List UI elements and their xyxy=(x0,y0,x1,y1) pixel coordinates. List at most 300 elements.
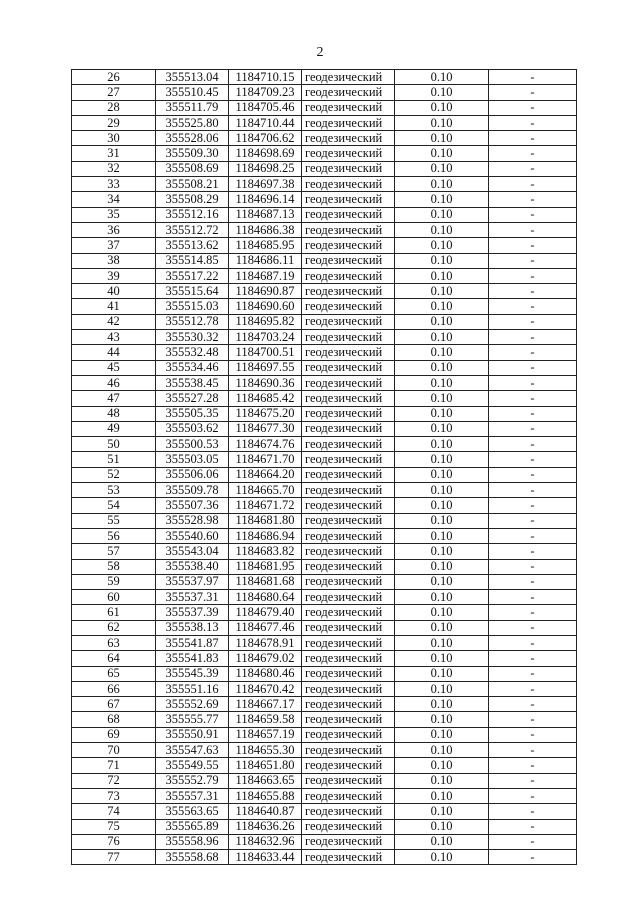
point-number-cell: 50 xyxy=(72,437,156,452)
accuracy-cell: 0.10 xyxy=(395,467,489,482)
accuracy-cell: 0.10 xyxy=(395,452,489,467)
table-row xyxy=(72,620,577,635)
x-coordinate-cell: 355511.79 xyxy=(156,100,229,115)
y-coordinate-cell: 1184710.15 xyxy=(229,70,302,85)
x-coordinate-cell: 355543.04 xyxy=(156,544,229,559)
method-cell: геодезический xyxy=(302,467,395,482)
x-coordinate-cell: 355515.64 xyxy=(156,284,229,299)
accuracy-cell: 0.10 xyxy=(395,620,489,635)
note-cell: - xyxy=(489,314,577,329)
point-number-cell: 43 xyxy=(72,330,156,345)
x-coordinate-cell: 355563.65 xyxy=(156,804,229,819)
method-cell: геодезический xyxy=(302,850,395,865)
method-cell: геодезический xyxy=(302,513,395,528)
table-row xyxy=(72,697,577,712)
y-coordinate-cell: 1184681.68 xyxy=(229,574,302,589)
table-row xyxy=(72,590,577,605)
y-coordinate-cell: 1184674.76 xyxy=(229,437,302,452)
point-number-cell: 30 xyxy=(72,131,156,146)
accuracy-cell: 0.10 xyxy=(395,330,489,345)
accuracy-cell: 0.10 xyxy=(395,284,489,299)
accuracy-cell: 0.10 xyxy=(395,834,489,849)
point-number-cell: 69 xyxy=(72,727,156,742)
note-cell: - xyxy=(489,146,577,161)
point-number-cell: 61 xyxy=(72,605,156,620)
point-number-cell: 40 xyxy=(72,284,156,299)
table-row xyxy=(72,192,577,207)
x-coordinate-cell: 355528.98 xyxy=(156,513,229,528)
note-cell: - xyxy=(489,437,577,452)
y-coordinate-cell: 1184690.36 xyxy=(229,375,302,390)
x-coordinate-cell: 355550.91 xyxy=(156,727,229,742)
note-cell: - xyxy=(489,727,577,742)
accuracy-cell: 0.10 xyxy=(395,804,489,819)
y-coordinate-cell: 1184696.14 xyxy=(229,192,302,207)
y-coordinate-cell: 1184664.20 xyxy=(229,467,302,482)
x-coordinate-cell: 355508.29 xyxy=(156,192,229,207)
method-cell: геодезический xyxy=(302,177,395,192)
table-row xyxy=(72,635,577,650)
point-number-cell: 59 xyxy=(72,574,156,589)
accuracy-cell: 0.10 xyxy=(395,161,489,176)
y-coordinate-cell: 1184695.82 xyxy=(229,314,302,329)
x-coordinate-cell: 355558.68 xyxy=(156,850,229,865)
y-coordinate-cell: 1184683.82 xyxy=(229,544,302,559)
table-row xyxy=(72,100,577,115)
accuracy-cell: 0.10 xyxy=(395,666,489,681)
method-cell: геодезический xyxy=(302,635,395,650)
point-number-cell: 47 xyxy=(72,391,156,406)
note-cell: - xyxy=(489,406,577,421)
x-coordinate-cell: 355512.16 xyxy=(156,207,229,222)
table-row xyxy=(72,574,577,589)
point-number-cell: 56 xyxy=(72,528,156,543)
table-row xyxy=(72,834,577,849)
note-cell: - xyxy=(489,850,577,865)
point-number-cell: 65 xyxy=(72,666,156,681)
accuracy-cell: 0.10 xyxy=(395,743,489,758)
table-row xyxy=(72,544,577,559)
y-coordinate-cell: 1184671.72 xyxy=(229,498,302,513)
point-number-cell: 71 xyxy=(72,758,156,773)
y-coordinate-cell: 1184657.19 xyxy=(229,727,302,742)
x-coordinate-cell: 355505.35 xyxy=(156,406,229,421)
coordinates-table xyxy=(71,69,577,865)
table-row xyxy=(72,788,577,803)
accuracy-cell: 0.10 xyxy=(395,635,489,650)
table-row xyxy=(72,773,577,788)
point-number-cell: 57 xyxy=(72,544,156,559)
note-cell: - xyxy=(489,375,577,390)
note-cell: - xyxy=(489,161,577,176)
accuracy-cell: 0.10 xyxy=(395,131,489,146)
x-coordinate-cell: 355537.97 xyxy=(156,574,229,589)
x-coordinate-cell: 355534.46 xyxy=(156,360,229,375)
accuracy-cell: 0.10 xyxy=(395,727,489,742)
y-coordinate-cell: 1184679.02 xyxy=(229,651,302,666)
x-coordinate-cell: 355551.16 xyxy=(156,681,229,696)
method-cell: геодезический xyxy=(302,544,395,559)
note-cell: - xyxy=(489,360,577,375)
note-cell: - xyxy=(489,452,577,467)
method-cell: геодезический xyxy=(302,559,395,574)
method-cell: геодезический xyxy=(302,834,395,849)
accuracy-cell: 0.10 xyxy=(395,437,489,452)
table-row xyxy=(72,284,577,299)
x-coordinate-cell: 355500.53 xyxy=(156,437,229,452)
table-row xyxy=(72,804,577,819)
note-cell: - xyxy=(489,528,577,543)
x-coordinate-cell: 355512.72 xyxy=(156,222,229,237)
method-cell: геодезический xyxy=(302,375,395,390)
method-cell: геодезический xyxy=(302,360,395,375)
note-cell: - xyxy=(489,651,577,666)
table-row xyxy=(72,146,577,161)
method-cell: геодезический xyxy=(302,146,395,161)
table-row xyxy=(72,314,577,329)
method-cell: геодезический xyxy=(302,804,395,819)
note-cell: - xyxy=(489,131,577,146)
note-cell: - xyxy=(489,391,577,406)
note-cell: - xyxy=(489,222,577,237)
method-cell: геодезический xyxy=(302,605,395,620)
point-number-cell: 36 xyxy=(72,222,156,237)
note-cell: - xyxy=(489,681,577,696)
table-row xyxy=(72,299,577,314)
table-row xyxy=(72,850,577,865)
y-coordinate-cell: 1184686.11 xyxy=(229,253,302,268)
point-number-cell: 75 xyxy=(72,819,156,834)
table-row xyxy=(72,666,577,681)
table-row xyxy=(72,253,577,268)
point-number-cell: 48 xyxy=(72,406,156,421)
y-coordinate-cell: 1184681.95 xyxy=(229,559,302,574)
method-cell: геодезический xyxy=(302,574,395,589)
method-cell: геодезический xyxy=(302,115,395,130)
table-row xyxy=(72,819,577,834)
x-coordinate-cell: 355510.45 xyxy=(156,85,229,100)
y-coordinate-cell: 1184709.23 xyxy=(229,85,302,100)
x-coordinate-cell: 355545.39 xyxy=(156,666,229,681)
note-cell: - xyxy=(489,697,577,712)
point-number-cell: 74 xyxy=(72,804,156,819)
accuracy-cell: 0.10 xyxy=(395,544,489,559)
method-cell: геодезический xyxy=(302,452,395,467)
table-row xyxy=(72,238,577,253)
point-number-cell: 52 xyxy=(72,467,156,482)
y-coordinate-cell: 1184680.46 xyxy=(229,666,302,681)
note-cell: - xyxy=(489,85,577,100)
accuracy-cell: 0.10 xyxy=(395,528,489,543)
y-coordinate-cell: 1184685.95 xyxy=(229,238,302,253)
x-coordinate-cell: 355552.79 xyxy=(156,773,229,788)
table-row xyxy=(72,483,577,498)
y-coordinate-cell: 1184632.96 xyxy=(229,834,302,849)
method-cell: геодезический xyxy=(302,437,395,452)
table-row xyxy=(72,70,577,85)
accuracy-cell: 0.10 xyxy=(395,192,489,207)
y-coordinate-cell: 1184698.25 xyxy=(229,161,302,176)
table-row xyxy=(72,115,577,130)
x-coordinate-cell: 355513.04 xyxy=(156,70,229,85)
y-coordinate-cell: 1184679.40 xyxy=(229,605,302,620)
x-coordinate-cell: 355555.77 xyxy=(156,712,229,727)
y-coordinate-cell: 1184686.38 xyxy=(229,222,302,237)
table-row xyxy=(72,161,577,176)
accuracy-cell: 0.10 xyxy=(395,758,489,773)
accuracy-cell: 0.10 xyxy=(395,513,489,528)
point-number-cell: 73 xyxy=(72,788,156,803)
table-row xyxy=(72,559,577,574)
x-coordinate-cell: 355530.32 xyxy=(156,330,229,345)
table-row xyxy=(72,437,577,452)
accuracy-cell: 0.10 xyxy=(395,681,489,696)
point-number-cell: 51 xyxy=(72,452,156,467)
method-cell: геодезический xyxy=(302,528,395,543)
note-cell: - xyxy=(489,100,577,115)
note-cell: - xyxy=(489,115,577,130)
x-coordinate-cell: 355565.89 xyxy=(156,819,229,834)
point-number-cell: 55 xyxy=(72,513,156,528)
x-coordinate-cell: 355552.69 xyxy=(156,697,229,712)
table-row xyxy=(72,330,577,345)
method-cell: геодезический xyxy=(302,758,395,773)
accuracy-cell: 0.10 xyxy=(395,222,489,237)
point-number-cell: 72 xyxy=(72,773,156,788)
accuracy-cell: 0.10 xyxy=(395,115,489,130)
method-cell: геодезический xyxy=(302,161,395,176)
note-cell: - xyxy=(489,253,577,268)
note-cell: - xyxy=(489,605,577,620)
method-cell: геодезический xyxy=(302,222,395,237)
x-coordinate-cell: 355538.13 xyxy=(156,620,229,635)
table-row xyxy=(72,727,577,742)
y-coordinate-cell: 1184710.44 xyxy=(229,115,302,130)
point-number-cell: 26 xyxy=(72,70,156,85)
point-number-cell: 60 xyxy=(72,590,156,605)
accuracy-cell: 0.10 xyxy=(395,788,489,803)
y-coordinate-cell: 1184690.60 xyxy=(229,299,302,314)
accuracy-cell: 0.10 xyxy=(395,314,489,329)
page-number: 2 xyxy=(316,45,324,60)
x-coordinate-cell: 355558.96 xyxy=(156,834,229,849)
note-cell: - xyxy=(489,712,577,727)
table-row xyxy=(72,222,577,237)
x-coordinate-cell: 355557.31 xyxy=(156,788,229,803)
x-coordinate-cell: 355541.87 xyxy=(156,635,229,650)
point-number-cell: 77 xyxy=(72,850,156,865)
x-coordinate-cell: 355527.28 xyxy=(156,391,229,406)
note-cell: - xyxy=(489,284,577,299)
accuracy-cell: 0.10 xyxy=(395,207,489,222)
method-cell: геодезический xyxy=(302,192,395,207)
method-cell: геодезический xyxy=(302,391,395,406)
y-coordinate-cell: 1184663.65 xyxy=(229,773,302,788)
accuracy-cell: 0.10 xyxy=(395,406,489,421)
method-cell: геодезический xyxy=(302,498,395,513)
table-row xyxy=(72,406,577,421)
x-coordinate-cell: 355540.60 xyxy=(156,528,229,543)
method-cell: геодезический xyxy=(302,727,395,742)
y-coordinate-cell: 1184677.46 xyxy=(229,620,302,635)
x-coordinate-cell: 355538.40 xyxy=(156,559,229,574)
table-row xyxy=(72,498,577,513)
x-coordinate-cell: 355503.05 xyxy=(156,452,229,467)
x-coordinate-cell: 355513.62 xyxy=(156,238,229,253)
x-coordinate-cell: 355512.78 xyxy=(156,314,229,329)
point-number-cell: 37 xyxy=(72,238,156,253)
accuracy-cell: 0.10 xyxy=(395,773,489,788)
method-cell: геодезический xyxy=(302,819,395,834)
y-coordinate-cell: 1184681.80 xyxy=(229,513,302,528)
table-row xyxy=(72,268,577,283)
method-cell: геодезический xyxy=(302,712,395,727)
accuracy-cell: 0.10 xyxy=(395,421,489,436)
y-coordinate-cell: 1184705.46 xyxy=(229,100,302,115)
y-coordinate-cell: 1184667.17 xyxy=(229,697,302,712)
accuracy-cell: 0.10 xyxy=(395,85,489,100)
table-row xyxy=(72,513,577,528)
x-coordinate-cell: 355506.06 xyxy=(156,467,229,482)
note-cell: - xyxy=(489,834,577,849)
y-coordinate-cell: 1184651.80 xyxy=(229,758,302,773)
method-cell: геодезический xyxy=(302,590,395,605)
accuracy-cell: 0.10 xyxy=(395,146,489,161)
accuracy-cell: 0.10 xyxy=(395,498,489,513)
accuracy-cell: 0.10 xyxy=(395,100,489,115)
table-row xyxy=(72,375,577,390)
y-coordinate-cell: 1184690.87 xyxy=(229,284,302,299)
method-cell: геодезический xyxy=(302,666,395,681)
point-number-cell: 31 xyxy=(72,146,156,161)
x-coordinate-cell: 355547.63 xyxy=(156,743,229,758)
y-coordinate-cell: 1184706.62 xyxy=(229,131,302,146)
y-coordinate-cell: 1184678.91 xyxy=(229,635,302,650)
x-coordinate-cell: 355507.36 xyxy=(156,498,229,513)
note-cell: - xyxy=(489,620,577,635)
y-coordinate-cell: 1184687.13 xyxy=(229,207,302,222)
method-cell: геодезический xyxy=(302,284,395,299)
note-cell: - xyxy=(489,773,577,788)
method-cell: геодезический xyxy=(302,314,395,329)
table-row xyxy=(72,605,577,620)
note-cell: - xyxy=(489,559,577,574)
method-cell: геодезический xyxy=(302,85,395,100)
note-cell: - xyxy=(489,666,577,681)
note-cell: - xyxy=(489,758,577,773)
accuracy-cell: 0.10 xyxy=(395,70,489,85)
point-number-cell: 64 xyxy=(72,651,156,666)
note-cell: - xyxy=(489,483,577,498)
y-coordinate-cell: 1184700.51 xyxy=(229,345,302,360)
table-row xyxy=(72,758,577,773)
x-coordinate-cell: 355538.45 xyxy=(156,375,229,390)
table-row xyxy=(72,712,577,727)
y-coordinate-cell: 1184655.88 xyxy=(229,788,302,803)
x-coordinate-cell: 355508.69 xyxy=(156,161,229,176)
y-coordinate-cell: 1184686.94 xyxy=(229,528,302,543)
table-row xyxy=(72,467,577,482)
x-coordinate-cell: 355532.48 xyxy=(156,345,229,360)
accuracy-cell: 0.10 xyxy=(395,651,489,666)
method-cell: геодезический xyxy=(302,268,395,283)
y-coordinate-cell: 1184685.42 xyxy=(229,391,302,406)
method-cell: геодезический xyxy=(302,100,395,115)
point-number-cell: 44 xyxy=(72,345,156,360)
accuracy-cell: 0.10 xyxy=(395,605,489,620)
point-number-cell: 54 xyxy=(72,498,156,513)
accuracy-cell: 0.10 xyxy=(395,238,489,253)
table-row xyxy=(72,360,577,375)
accuracy-cell: 0.10 xyxy=(395,697,489,712)
point-number-cell: 27 xyxy=(72,85,156,100)
y-coordinate-cell: 1184703.24 xyxy=(229,330,302,345)
note-cell: - xyxy=(489,635,577,650)
point-number-cell: 38 xyxy=(72,253,156,268)
note-cell: - xyxy=(489,70,577,85)
point-number-cell: 28 xyxy=(72,100,156,115)
point-number-cell: 67 xyxy=(72,697,156,712)
y-coordinate-cell: 1184640.87 xyxy=(229,804,302,819)
method-cell: геодезический xyxy=(302,299,395,314)
note-cell: - xyxy=(489,421,577,436)
note-cell: - xyxy=(489,207,577,222)
method-cell: геодезический xyxy=(302,253,395,268)
accuracy-cell: 0.10 xyxy=(395,268,489,283)
point-number-cell: 29 xyxy=(72,115,156,130)
accuracy-cell: 0.10 xyxy=(395,483,489,498)
x-coordinate-cell: 355541.83 xyxy=(156,651,229,666)
method-cell: геодезический xyxy=(302,70,395,85)
note-cell: - xyxy=(489,574,577,589)
y-coordinate-cell: 1184677.30 xyxy=(229,421,302,436)
accuracy-cell: 0.10 xyxy=(395,345,489,360)
point-number-cell: 58 xyxy=(72,559,156,574)
accuracy-cell: 0.10 xyxy=(395,590,489,605)
point-number-cell: 42 xyxy=(72,314,156,329)
y-coordinate-cell: 1184675.20 xyxy=(229,406,302,421)
y-coordinate-cell: 1184633.44 xyxy=(229,850,302,865)
point-number-cell: 62 xyxy=(72,620,156,635)
x-coordinate-cell: 355537.31 xyxy=(156,590,229,605)
method-cell: геодезический xyxy=(302,773,395,788)
x-coordinate-cell: 355509.78 xyxy=(156,483,229,498)
table-row xyxy=(72,131,577,146)
y-coordinate-cell: 1184655.30 xyxy=(229,743,302,758)
method-cell: геодезический xyxy=(302,406,395,421)
accuracy-cell: 0.10 xyxy=(395,574,489,589)
accuracy-cell: 0.10 xyxy=(395,850,489,865)
method-cell: геодезический xyxy=(302,697,395,712)
point-number-cell: 76 xyxy=(72,834,156,849)
point-number-cell: 32 xyxy=(72,161,156,176)
method-cell: геодезический xyxy=(302,620,395,635)
point-number-cell: 45 xyxy=(72,360,156,375)
note-cell: - xyxy=(489,467,577,482)
method-cell: геодезический xyxy=(302,207,395,222)
method-cell: геодезический xyxy=(302,131,395,146)
y-coordinate-cell: 1184698.69 xyxy=(229,146,302,161)
accuracy-cell: 0.10 xyxy=(395,712,489,727)
point-number-cell: 41 xyxy=(72,299,156,314)
x-coordinate-cell: 355515.03 xyxy=(156,299,229,314)
note-cell: - xyxy=(489,299,577,314)
note-cell: - xyxy=(489,804,577,819)
y-coordinate-cell: 1184659.58 xyxy=(229,712,302,727)
note-cell: - xyxy=(489,513,577,528)
table-row xyxy=(72,391,577,406)
x-coordinate-cell: 355517.22 xyxy=(156,268,229,283)
